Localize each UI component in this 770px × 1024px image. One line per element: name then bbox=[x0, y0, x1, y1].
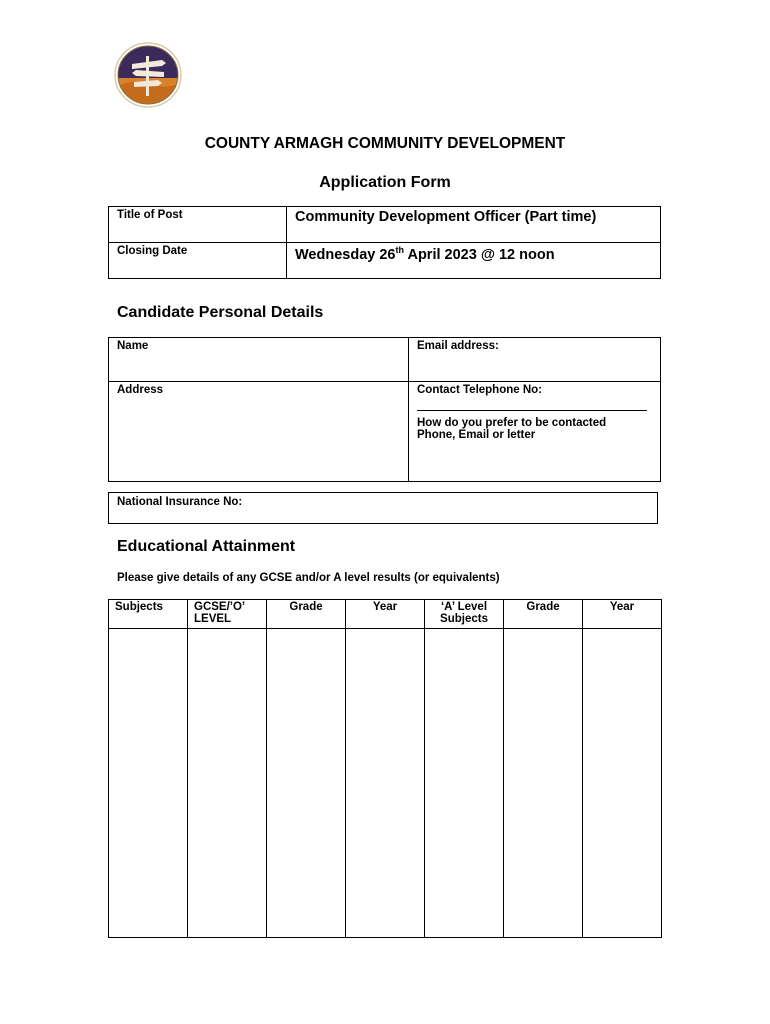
column-header-line: LEVEL bbox=[194, 613, 232, 625]
post-details-table bbox=[108, 206, 661, 279]
name-email-row bbox=[109, 338, 661, 382]
a-level-grade-entry-cell[interactable] bbox=[504, 629, 583, 938]
closing-date-suffix: April 2023 @ 12 noon bbox=[403, 246, 555, 263]
a-level-year-entry-cell[interactable] bbox=[583, 629, 662, 938]
column-header-line: GCSE/’O’ bbox=[194, 601, 246, 613]
email-field[interactable] bbox=[409, 338, 661, 382]
national-insurance-label: National Insurance No: bbox=[117, 496, 243, 508]
column-header-line: Year bbox=[372, 601, 398, 613]
post-title-label: Title of Post bbox=[109, 207, 287, 243]
closing-date-prefix: Wednesday 26 bbox=[295, 246, 396, 263]
address-field[interactable] bbox=[109, 382, 409, 482]
column-header-year bbox=[346, 600, 425, 629]
organisation-logo bbox=[112, 42, 184, 108]
subjects-entry-cell[interactable] bbox=[109, 629, 188, 938]
name-label: Name bbox=[117, 340, 149, 352]
contact-preference-line2: Phone, Email or letter bbox=[417, 429, 536, 441]
personal-details-heading: Candidate Personal Details bbox=[117, 304, 324, 321]
post-title-value: Community Development Officer (Part time) bbox=[287, 207, 661, 243]
email-label: Email address: bbox=[417, 340, 499, 352]
results-entry-row bbox=[109, 629, 662, 938]
year-entry-cell[interactable] bbox=[346, 629, 425, 938]
column-header-subjects bbox=[109, 600, 188, 629]
column-header-a-level-grade bbox=[504, 600, 583, 629]
closing-date-row bbox=[109, 243, 661, 279]
closing-date-ordinal: th bbox=[395, 245, 404, 255]
organisation-title: COUNTY ARMAGH COMMUNITY DEVELOPMENT bbox=[204, 135, 566, 152]
personal-details-table bbox=[108, 337, 661, 482]
results-table bbox=[108, 599, 662, 938]
address-contact-row bbox=[109, 382, 661, 482]
column-header-grade bbox=[267, 600, 346, 629]
grade-entry-cell[interactable] bbox=[267, 629, 346, 938]
contact-preference-line1: How do you prefer to be contacted bbox=[417, 417, 607, 429]
column-header-a-level-year bbox=[583, 600, 662, 629]
phone-label: Contact Telephone No: bbox=[417, 384, 543, 396]
national-insurance-field[interactable] bbox=[108, 492, 658, 524]
contact-field[interactable] bbox=[409, 382, 661, 482]
education-note: Please give details of any GCSE and/or A level results (or equivalents) bbox=[117, 572, 500, 584]
education-heading: Educational Attainment bbox=[117, 538, 296, 555]
column-header-line: Subjects bbox=[115, 601, 163, 613]
column-header-line: Grade bbox=[526, 601, 560, 613]
column-header-a-level-subjects bbox=[425, 600, 504, 629]
signpost-logo-icon bbox=[112, 42, 184, 108]
address-label: Address bbox=[117, 384, 164, 396]
column-header-gcse-o-level bbox=[188, 600, 267, 629]
a-level-subjects-entry-cell[interactable] bbox=[425, 629, 504, 938]
results-header-row bbox=[109, 600, 662, 629]
column-header-line: Year bbox=[609, 601, 635, 613]
closing-date-value bbox=[287, 243, 661, 279]
column-header-line: ‘A’ Level bbox=[440, 601, 488, 613]
post-title-row bbox=[109, 207, 661, 243]
phone-entry-line[interactable] bbox=[417, 396, 647, 411]
gcse-entry-cell[interactable] bbox=[188, 629, 267, 938]
name-field[interactable] bbox=[109, 338, 409, 382]
closing-date-label: Closing Date bbox=[109, 243, 287, 279]
column-header-line: Grade bbox=[289, 601, 323, 613]
form-title: Application Form bbox=[319, 174, 451, 191]
column-header-line: Subjects bbox=[440, 613, 488, 625]
